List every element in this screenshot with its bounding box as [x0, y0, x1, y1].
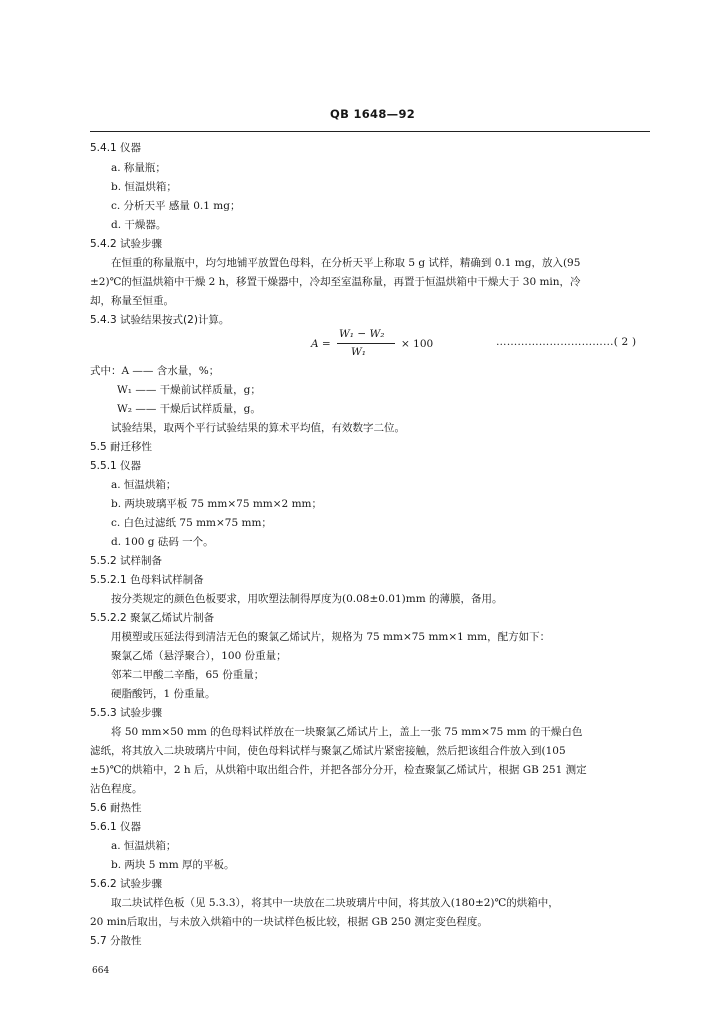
section-heading: 5.6.2 试验步骤: [90, 878, 163, 890]
text-line: W₁ —— 干燥前试样质量，g；: [117, 384, 261, 396]
section-heading: 5.7 分散性: [90, 935, 142, 947]
text-line: 在恒重的称量瓶中，均匀地铺平放置色母料，在分析天平上称取 5 g 试样，精确到 0.1 mg，放入(95: [111, 257, 581, 269]
text-line: b. 恒温烘箱；: [111, 181, 177, 193]
section-heading: 5.5.2 试样制备: [90, 555, 163, 567]
page-number: 664: [92, 966, 110, 976]
section-heading: 5.4.1 仪器: [90, 142, 142, 154]
section-heading: 5.5 耐迁移性: [90, 441, 153, 453]
fraction-bar: [337, 343, 395, 344]
formula-lhs: A =: [311, 338, 331, 350]
text-line: 却，称量至恒重。: [90, 295, 174, 307]
text-line: 滤纸，将其放入二块玻璃片中间，使色母料试样与聚氯乙烯试片紧密接触，然后把该组合件放入到(105: [90, 745, 566, 757]
text-line: c. 分析天平 感量 0.1 mg；: [111, 200, 241, 212]
text-line: 沾色程度。: [90, 783, 143, 795]
text-line: ±2)℃的恒温烘箱中干燥 2 h，移置干燥器中，冷却至室温称量，再置于恒温烘箱中干燥大于 30 min，冷: [90, 276, 581, 288]
section-heading: 5.4.3 试验结果按式(2)计算。: [90, 314, 230, 326]
formula-factor: × 100: [401, 338, 434, 350]
section-heading: 5.5.2.2 聚氯乙烯试片制备: [90, 612, 215, 624]
section-heading: 5.6.1 仪器: [90, 821, 142, 833]
header-rule: [90, 131, 650, 132]
text-line: 取二块试样色板（见 5.3.3），将其中一块放在二块玻璃片中间，将其放入(180±2)℃的烘箱中，: [111, 897, 559, 909]
section-heading: 5.4.2 试验步骤: [90, 238, 163, 250]
text-line: d. 干燥器。: [111, 219, 167, 231]
text-line: 硬脂酸钙，1 份重量。: [111, 688, 216, 700]
formula-number: ……………………………( 2 ): [496, 336, 637, 348]
text-line: 邻苯二甲酸二辛酯，65 份重量；: [111, 669, 265, 681]
text-line: 按分类规定的颜色色板要求，用吹塑法制得厚度为(0.08±0.01)mm 的薄膜，备用。: [111, 593, 503, 605]
text-line: d. 100 g 砝码 一个。: [111, 536, 214, 548]
formula-2: [311, 328, 434, 362]
text-line: 20 min后取出，与未放入烘箱中的一块试样色板比较，根据 GB 250 测定变色程度。: [90, 916, 488, 928]
text-line: W₂ —— 干燥后试样质量，g。: [117, 403, 261, 415]
text-line: 聚氯乙烯（悬浮聚合），100 份重量；: [111, 650, 287, 662]
text-line: a. 恒温烘箱；: [111, 840, 177, 852]
text-line: b. 两块 5 mm 厚的平板。: [111, 859, 235, 871]
text-line: 用模塑或压延法得到清洁无色的聚氯乙烯试片，规格为 75 mm×75 mm×1 mm，配方如下：: [111, 631, 551, 643]
document-header: QB 1648—92: [330, 107, 416, 121]
formula-denominator: W₁: [351, 346, 367, 358]
section-heading: 5.5.1 仪器: [90, 460, 142, 472]
section-heading: 5.6 耐热性: [90, 802, 142, 814]
section-heading: 5.5.2.1 色母料试样制备: [90, 574, 204, 586]
section-heading: 5.5.3 试验步骤: [90, 707, 163, 719]
text-line: ±5)℃的烘箱中，2 h 后，从烘箱中取出组合件，并把各部分分开，检查聚氯乙烯试片，根据 GB 251 测定: [90, 764, 587, 776]
text-line: a. 恒温烘箱；: [111, 479, 177, 491]
text-line: 将 50 mm×50 mm 的色母料试样放在一块聚氯乙烯试片上，盖上一张 75 mm×75 mm 的干燥白色: [111, 726, 583, 738]
formula-numerator: W₁ − W₂: [339, 328, 385, 340]
text-line: b. 两块玻璃平板 75 mm×75 mm×2 mm；: [111, 498, 322, 510]
text-line: a. 称量瓶；: [111, 162, 166, 174]
text-line: 试验结果，取两个平行试验结果的算术平均值，有效数字二位。: [111, 422, 405, 434]
text-line: 式中：A —— 含水量，%；: [90, 365, 220, 377]
text-line: c. 白色过滤纸 75 mm×75 mm；: [111, 517, 272, 529]
